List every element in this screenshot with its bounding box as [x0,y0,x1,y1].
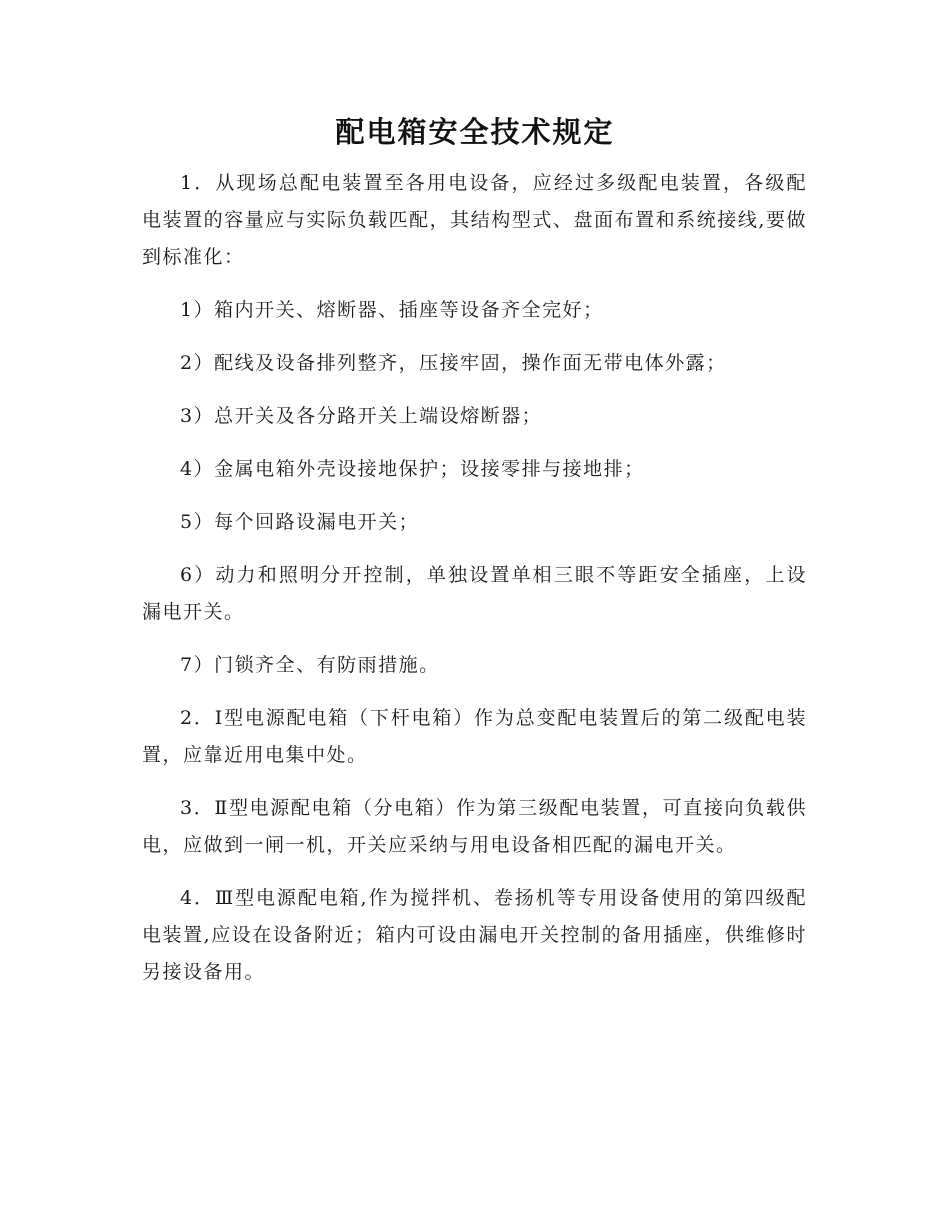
paragraph-1-item-6: 6）动力和照明分开控制，单独设置单相三眼不等距安全插座，上设漏电开关。 [142,564,807,623]
paragraph-4: 4．Ⅲ型电源配电箱,作为搅拌机、卷扬机等专用设备使用的第四级配电装置,应设在设备附近；箱内可设由漏电开关控制的备用插座，供维修时另接设备用。 [142,887,807,983]
paragraph-1: 1．从现场总配电装置至各用电设备，应经过多级配电装置，各级配电装置的容量应与实际负载匹配，其结构型式、盘面布置和系统接线,要做到标准化： [142,172,807,268]
paragraph-1-item-2: 2）配线及设备排列整齐，压接牢固，操作面无带电体外露； [180,352,727,374]
paragraph-1-item-7: 7）门锁齐全、有防雨措施。 [180,654,440,676]
paragraph-3: 3．Ⅱ型电源配电箱（分电箱）作为第三级配电装置，可直接向负载供电，应做到一闸一机，开关应采纳与用电设备相匹配的漏电开关。 [142,797,807,856]
paragraph-1-item-4: 4）金属电箱外壳设接地保护；设接零排与接地排； [180,458,645,480]
document-title: 配电箱安全技术规定 [335,115,615,149]
paragraph-1-item-1: 1）箱内开关、熔断器、插座等设备齐全完好； [180,299,604,321]
document-body [142,165,807,991]
paragraph-1-item-5: 5）每个回路设漏电开关； [180,511,420,533]
paragraph-2: 2．Ⅰ型电源配电箱（下杆电箱）作为总变配电装置后的第二级配电装置，应靠近用电集中处。 [142,707,807,766]
paragraph-1-item-3: 3）总开关及各分路开关上端设熔断器； [180,405,543,427]
